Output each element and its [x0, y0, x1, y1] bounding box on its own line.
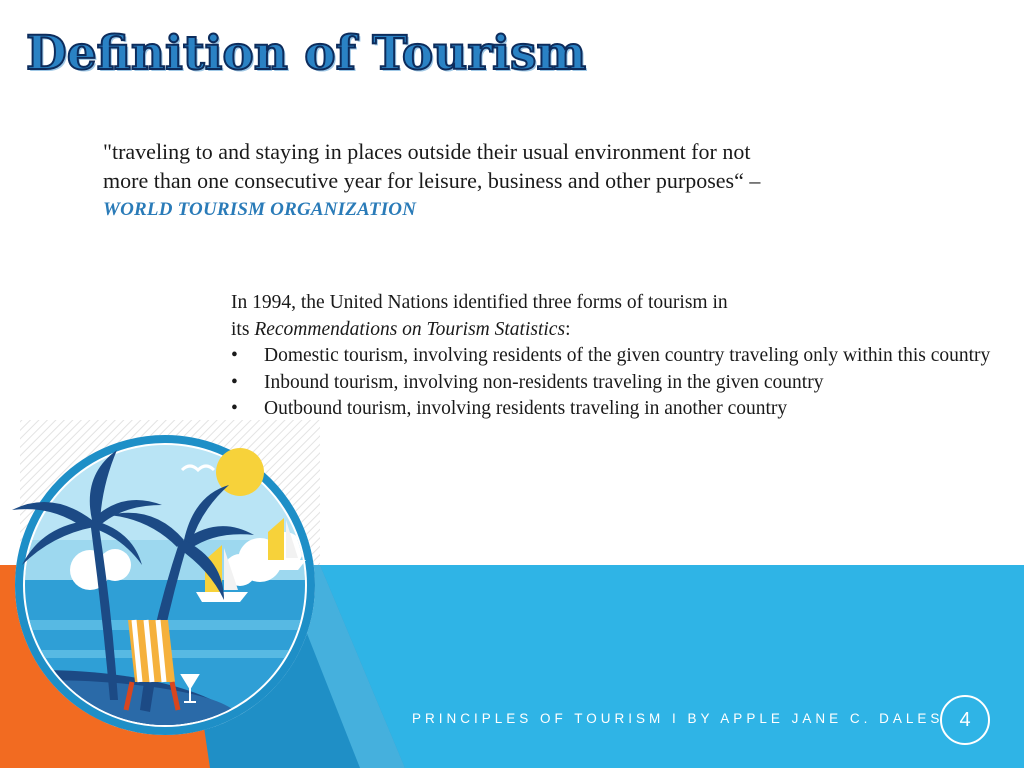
- forms-intro-suffix: :: [565, 318, 571, 340]
- slide-title: Definition of Tourism: [26, 26, 587, 81]
- page-number: 4: [940, 695, 990, 745]
- bullet-icon: •: [231, 345, 238, 366]
- footer-caption: PRINCIPLES OF TOURISM I BY APPLE JANE C. DALES: [412, 711, 944, 726]
- list-item-text: Outbound tourism, involving residents traveling in another country: [264, 398, 788, 419]
- forms-intro-line1: In 1994, the United Nations identified three forms of tourism in: [231, 292, 728, 313]
- forms-intro-line2: [231, 317, 1011, 344]
- beach-illustration: [0, 420, 330, 750]
- quote-text: "traveling to and staying in places outside their usual environment for not more than one consecutive year for leisure, business and other purposes“ –: [103, 139, 761, 193]
- list-item: [231, 343, 1011, 370]
- forms-intro-italic: Recommendations on Tourism Statistics: [254, 318, 566, 340]
- list-item-text: Domestic tourism, involving residents of the given country traveling only within this country: [264, 345, 991, 366]
- tourism-forms: [231, 290, 1011, 423]
- definition-quote: [103, 137, 903, 224]
- bullet-icon: •: [231, 398, 238, 419]
- bullet-icon: •: [231, 371, 238, 393]
- list-item-text: Inbound tourism, involving non-residents traveling in the given country: [264, 371, 824, 393]
- quote-source: WORLD TOURISM ORGANIZATION: [103, 199, 417, 220]
- forms-intro-prefix: its: [231, 318, 255, 340]
- list-item: [231, 370, 1011, 397]
- list-item: [231, 396, 1011, 423]
- forms-list: [231, 343, 1011, 423]
